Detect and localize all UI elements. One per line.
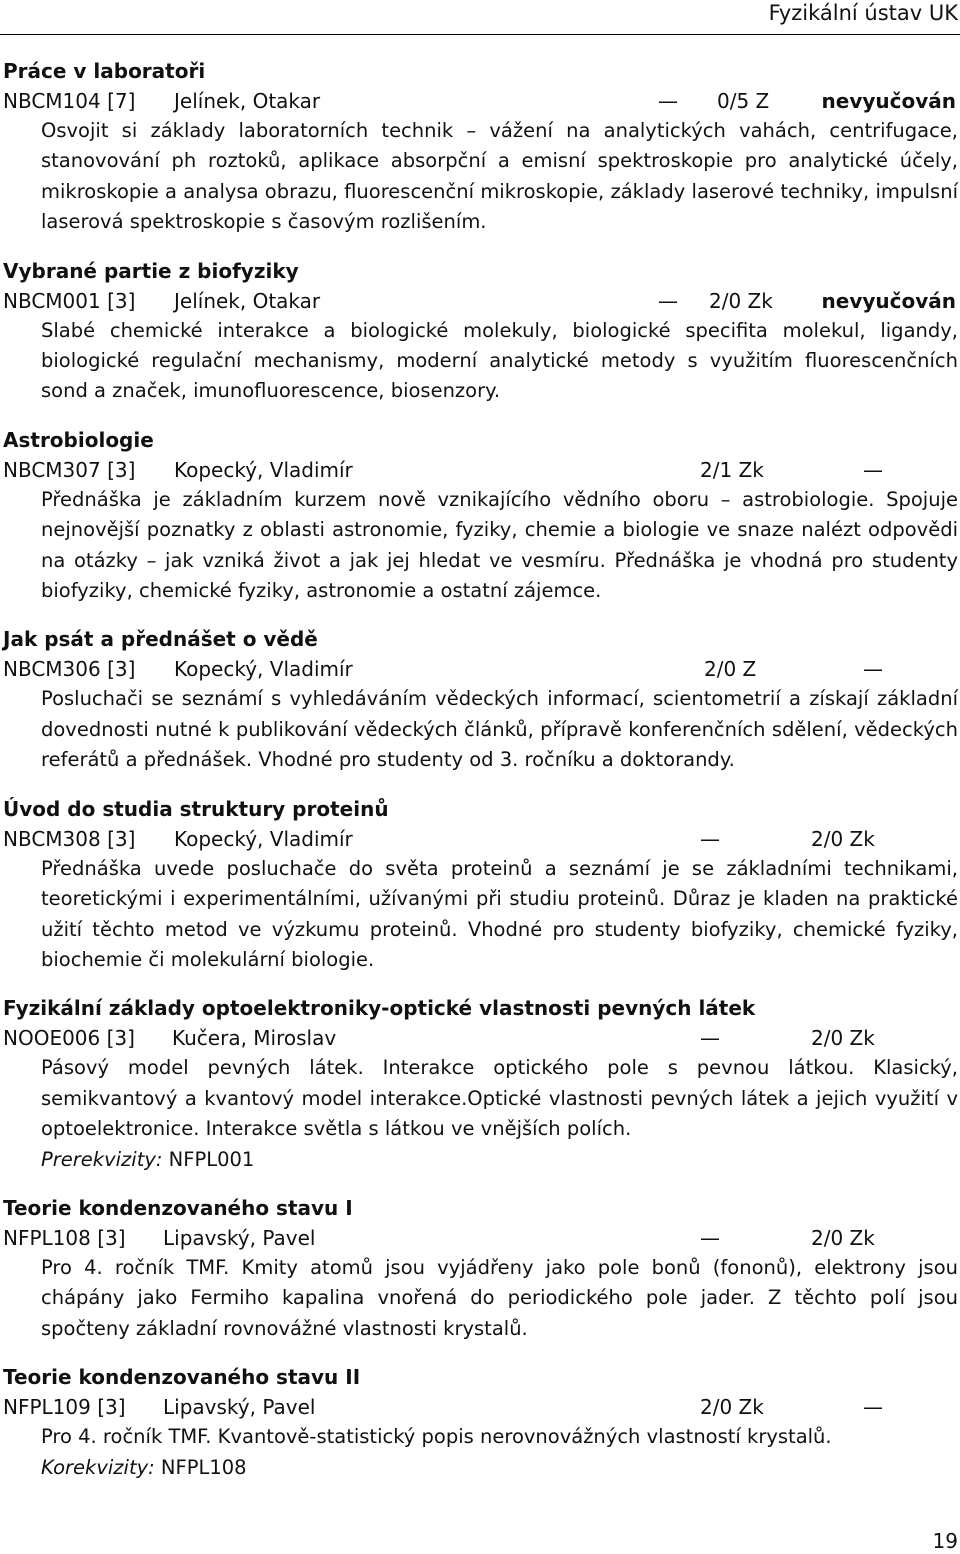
course-description: Přednáška uvede posluchače do světa proteinů a seznámí je se základními technikami, teoretickými i experimentálními, užívanými při studiu proteinů. Důraz je kladen na praktické užití těchto metod ve výzkumu proteinů. Vhodné pro studenty biofyziky, chemické fyziky, biochemie či molekulární biologie. [41,856,958,971]
course-hours-col1: 2/0 Z [704,657,757,682]
requisite-value: NFPL001 [162,1147,255,1171]
course-hours-col2: — [863,457,883,482]
course-hours-col2: 2/0 Zk [709,288,773,313]
course-meta [3,1392,958,1422]
course-hours-col1: — [658,288,678,313]
course-hours-col1: 2/0 Zk [700,1395,764,1420]
course-code: NBCM306 [3] [3,657,136,682]
header-title: Fyzikální ústav UK [768,1,958,25]
course-hours-col2: — [863,1395,883,1420]
course-meta [3,1223,958,1253]
course-description: Přednáška je základním kurzem nově vznikajícího vědního oboru – astrobiologie. Spojuje nejnovější poznatky z oblasti astronomie, fyziky, chemie a biologie ve snaze nalézt odpovědi na otázky – jak vzniká život a jak jej hledat ve vesmíru. Přednáška je vhodná pro studenty biofyziky, chemické fyziky, astronomie a ostatní zájemce. [41,487,958,603]
course-teacher: Jelínek, Otakar [174,89,321,113]
course-hours-col1: — [658,89,678,113]
course-title: Vybrané partie z biofyziky [3,258,299,283]
course-entry [3,56,958,238]
course-hours-col1: 2/1 Zk [700,457,764,482]
requisite-value: NFPL108 [154,1455,247,1479]
requisite-label: Korekvizity: [41,1455,155,1479]
course-list [3,56,958,1501]
course-title: Práce v laboratoři [3,59,206,83]
course-status: nevyučován [821,89,956,113]
course-meta [3,824,958,854]
course-description: Pro 4. ročník TMF. Kmity atomů jsou vyjádřeny jako pole bonů (fononů), elektrony jsou chápány jako Fermiho kapalina vnořená do periodického pole jader. Z těchto polí jsou spočteny základní rovnovážné vlastnosti krystalů. [41,1255,958,1340]
course-description: Posluchači se seznámí s vyhledáváním vědeckých informací, scientometrií a získají základní dovednosti nutné k publikování vědeckých článků, přípravě konferenčních sdělení, vědeckých referátů a přednášek. Vhodné pro studenty od 3. ročníku a doktorandy. [41,687,958,772]
course-code: NOOE006 [3] [3,1026,135,1051]
course-hours-col1: — [700,826,720,851]
course-teacher: Kopecký, Vladimír [174,826,353,851]
course-entry [3,1362,958,1483]
page-header [0,0,960,35]
course-teacher: Lipavský, Pavel [163,1225,316,1250]
course-description: Pásový model pevných látek. Interakce optického pole s pevnou látkou. Klasický, semikvantový a kvantový model interakce.Optické vlastnosti pevných látek a jejich využití v optoelektronice. Interakce světla s látkou ve vnějších polích. [41,1056,958,1141]
course-meta [3,286,958,316]
course-hours-col2: 0/5 Z [717,89,770,113]
course-description: Slabé chemické interakce a biologické molekuly, biologické specifita molekul, ligandy, biologické regulační mechanismy, moderní analytické metody s využitím fluorescenčních sond a značek, imunofluorescence, biosenzory. [41,318,958,403]
course-entry [3,794,958,976]
course-meta [3,1023,958,1053]
course-title: Teorie kondenzovaného stavu II [3,1365,361,1390]
course-entry [3,624,958,775]
course-requisite [41,1145,958,1175]
course-code: NFPL108 [3] [3,1225,126,1250]
course-title: Fyzikální základy optoelektroniky-optické vlastnosti pevných látek [3,996,756,1021]
course-requisite [41,1453,958,1483]
course-meta [3,654,958,684]
course-meta [3,455,958,485]
course-code: NBCM001 [3] [3,288,136,313]
course-meta [3,86,958,116]
course-teacher: Kučera, Miroslav [172,1026,337,1051]
course-title: Astrobiologie [3,427,154,452]
course-hours-col1: — [700,1225,720,1250]
course-title: Úvod do studia struktury proteinů [3,796,389,821]
course-code: NFPL109 [3] [3,1395,126,1420]
course-status: nevyučován [821,288,956,313]
course-hours-col2: 2/0 Zk [811,1225,875,1250]
course-code: NBCM104 [7] [3,89,136,113]
course-hours-col1: — [700,1026,720,1051]
course-entry [3,1193,958,1344]
course-hours-col2: 2/0 Zk [811,826,875,851]
course-teacher: Kopecký, Vladimír [174,657,353,682]
course-teacher: Lipavský, Pavel [163,1395,316,1420]
course-hours-col2: — [863,657,883,682]
course-entry [3,256,958,407]
course-code: NBCM307 [3] [3,457,136,482]
page-number: 19 [932,1529,958,1553]
course-title: Teorie kondenzovaného stavu I [3,1195,353,1220]
course-title: Jak psát a přednášet o vědě [3,627,318,652]
course-entry [3,993,958,1175]
course-description: Osvojit si základy laboratorních technik – vážení na analytických vahách, centrifugace, stanovování ph roztoků, aplikace absorpční a emisní spektroskopie pro analytické účely, mikroskopie a analysa obrazu, fluorescenční mikroskopie, základy laserové techniky, impulsní laserová spektroskopie s časovým rozlišením. [41,119,958,234]
course-code: NBCM308 [3] [3,826,136,851]
course-description: Pro 4. ročník TMF. Kvantově-statistický popis nerovnovážných vlastností krystalů. [41,1425,832,1449]
course-hours-col2: 2/0 Zk [811,1026,875,1051]
course-entry [3,425,958,607]
course-teacher: Jelínek, Otakar [174,288,321,313]
course-teacher: Kopecký, Vladimír [174,457,353,482]
requisite-label: Prerekvizity: [41,1147,163,1171]
